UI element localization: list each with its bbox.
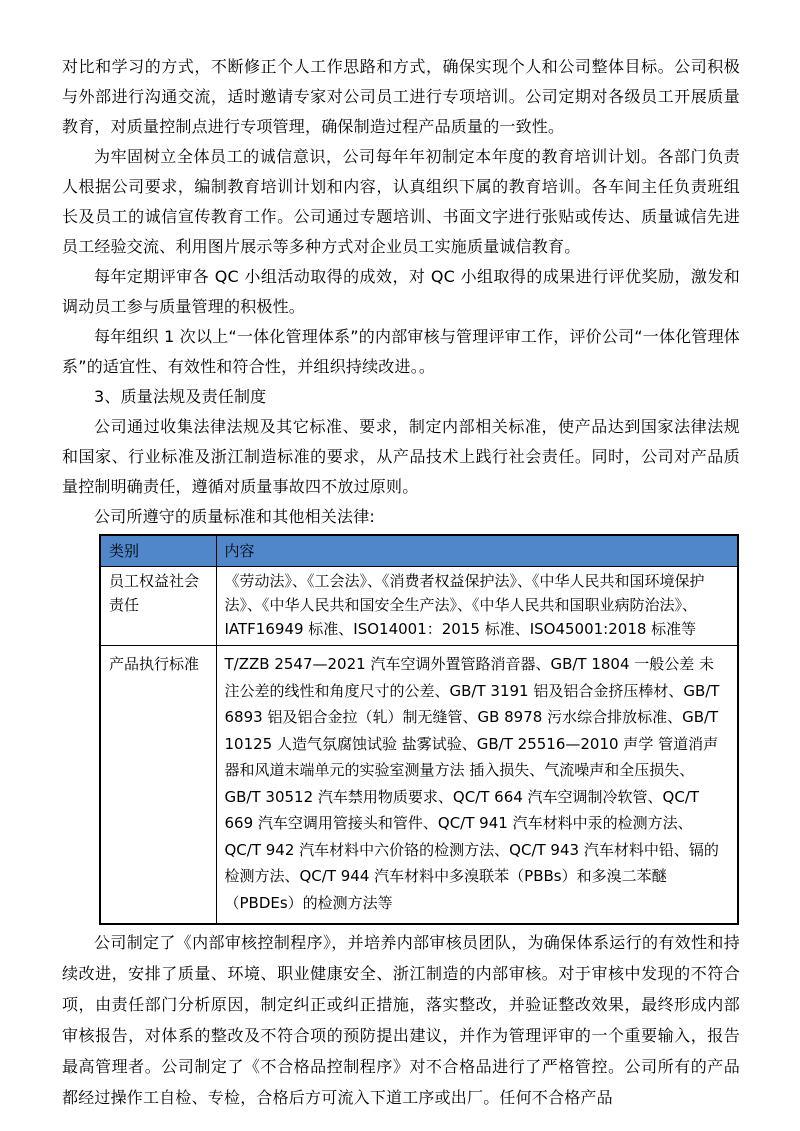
closing-paragraphs xyxy=(62,927,740,1113)
body-paragraphs xyxy=(62,52,740,532)
table-body xyxy=(100,567,738,925)
table-row xyxy=(100,567,738,646)
paragraph: 公司通过收集法律法规及其它标准、要求，制定内部相关标准，使产品达到国家法律法规和国家、行业标准及浙江制造标准的要求，从产品技术上践行社会责任。同时，公司对产品质量控制明确责任，遵循对质量事故四不放过原则。 xyxy=(62,417,740,496)
table-cell-content: T/ZZB 2547—2021 汽车空调外置管路消音器、GB/T 1804 一般公差 未注公差的线性和角度尺寸的公差、GB/T 3191 铝及铝合金挤压棒材、GB/T 6893 铝及铝合金拉（轧）制无缝管、GB 8978 污水综合排放标准、GB/T 10125 人造气氛腐蚀试验 盐雾试验、GB/T 25516—2010 声学 管道消声器和风道末端单元的实验室测量方法 插入损失、气流噪声和全压损失、GB/T 30512 汽车禁用物质要求、QC/T 664 汽车空调制冷软管、QC/T 669 汽车空调用管接头和管件、QC/T 941 汽车材料中汞的检测方法、QC/T 942 汽车材料中六价铬的检测方法、QC/T 943 汽车材料中铅、镉的检测方法、QC/T 944 汽车材料中多溴联苯（PBBs）和多溴二苯醚（PBDEs）的检测方法等 xyxy=(216,646,738,925)
paragraph: 对比和学习的方式，不断修正个人工作思路和方式，确保实现个人和公司整体目标。公司积极与外部进行沟通交流，适时邀请专家对公司员工进行专项培训。公司定期对各级员工开展质量教育，对质量控制点进行专项管理，确保制造过程产品质量的一致性。 xyxy=(62,57,740,136)
paragraph: 公司制定了《内部审核控制程序》，并培养内部审核员团队，为确保体系运行的有效性和持续改进，安排了质量、环境、职业健康安全、浙江制造的内部审核。对于审核中发现的不符合项，由责任部门分析原因，制定纠正或纠正措施，落实整改，并验证整改效果，最终形成内部审核报告，对体系的整改及不符合项的预防提出建议，并作为管理评审的一个重要输入，报告最高管理者。公司制定了《不合格品控制程序》对不合格品进行了严格管控。公司所有的产品都经过操作工自检、专检，合格后方可流入下道工序或出厂。任何不合格产品 xyxy=(62,933,740,1107)
table-row xyxy=(100,646,738,925)
table-cell-content: 《劳动法》、《工会法》、《消费者权益保护法》、《中华人民共和国环境保护法》、《中华人民共和国安全生产法》、《中华人民共和国职业病防治法》、IATF16949 标准、ISO14001：2015 标准、ISO45001:2018 标准等 xyxy=(216,567,738,646)
document-content xyxy=(62,52,740,1113)
paragraph: 3、质量法规及责任制度 xyxy=(94,387,267,406)
paragraph: 每年定期评审各 QC 小组活动取得的成效，对 QC 小组取得的成果进行评优奖励，激发和调动员工参与质量管理的积极性。 xyxy=(62,267,740,316)
quality-standards-table xyxy=(99,534,739,925)
table-cell-category: 员工权益社会责任 xyxy=(100,567,216,646)
table-header-cell: 内容 xyxy=(216,535,738,567)
table-header-row xyxy=(100,535,738,567)
table-cell-category: 产品执行标准 xyxy=(100,646,216,925)
paragraph: 为牢固树立全体员工的诚信意识，公司每年年初制定本年度的教育培训计划。各部门负责人根据公司要求，编制教育培训计划和内容，认真组织下属的教育培训。各车间主任负责班组长及员工的诚信宣传教育工作。公司通过专题培训、书面文字进行张贴或传达、质量诚信先进员工经验交流、利用图片展示等多种方式对企业员工实施质量诚信教育。 xyxy=(62,147,740,256)
table-header-cell: 类别 xyxy=(100,535,216,567)
paragraph: 公司所遵守的质量标准和其他相关法律: xyxy=(94,507,375,526)
paragraph: 每年组织 1 次以上“一体化管理体系”的内部审核与管理评审工作，评价公司“一体化管理体系”的适宜性、有效性和符合性，并组织持续改进。。 xyxy=(62,327,740,376)
